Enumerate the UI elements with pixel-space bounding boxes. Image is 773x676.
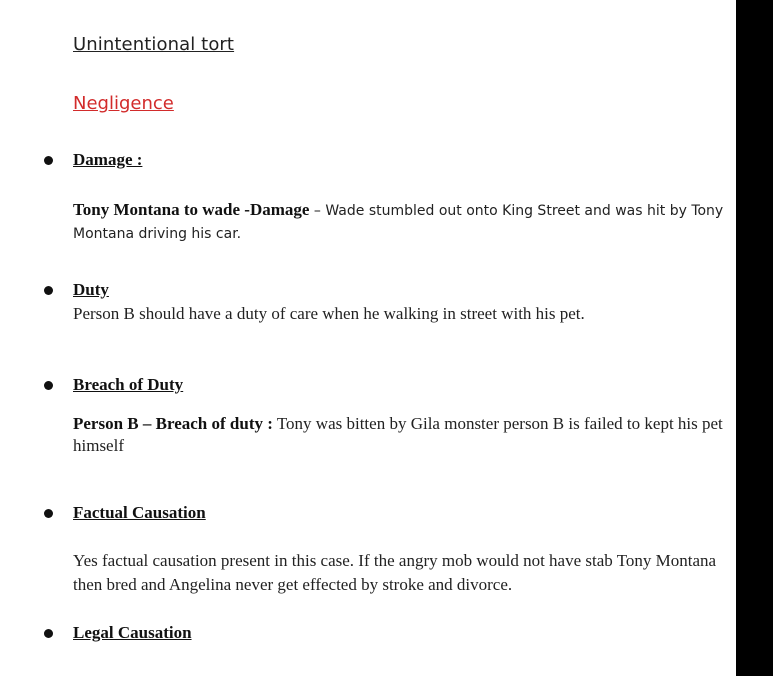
bullet-icon bbox=[44, 381, 53, 390]
paragraph-text: – Wade stumbled out onto King Street and was hit by Tony Montana driving his car. bbox=[73, 203, 724, 242]
bullet-icon bbox=[44, 286, 53, 295]
document-subtitle: Negligence bbox=[73, 93, 174, 114]
bullet-icon bbox=[44, 509, 53, 518]
section-heading-damage: Damage : bbox=[73, 150, 143, 169]
paragraph-text: Tony was bitten by Gila monster person B is failed to kept his pet himself bbox=[73, 414, 723, 455]
section-paragraph-duty: Person B should have a duty of care when he walking in street with his pet. bbox=[73, 304, 585, 323]
section-paragraph-breach bbox=[73, 413, 728, 457]
section-heading-factual-causation: Factual Causation bbox=[73, 503, 206, 522]
section-paragraph-damage bbox=[73, 198, 728, 246]
paragraph-bold-lead: Person B – Breach of duty : bbox=[73, 414, 273, 433]
paragraph-bold-lead: Tony Montana to wade -Damage bbox=[73, 200, 310, 219]
right-edge-bar bbox=[736, 0, 773, 676]
section-heading-duty: Duty bbox=[73, 280, 109, 299]
document-title: Unintentional tort bbox=[73, 34, 235, 55]
section-heading-breach: Breach of Duty bbox=[73, 375, 184, 394]
section-paragraph-factual-causation: Yes factual causation present in this case. If the angry mob would not have stab Tony Montana then bred and Angelina never get effected by stroke and divorce. bbox=[73, 551, 717, 594]
section-heading-legal-causation: Legal Causation bbox=[73, 623, 192, 642]
bullet-icon bbox=[44, 156, 53, 165]
bullet-icon bbox=[44, 629, 53, 638]
